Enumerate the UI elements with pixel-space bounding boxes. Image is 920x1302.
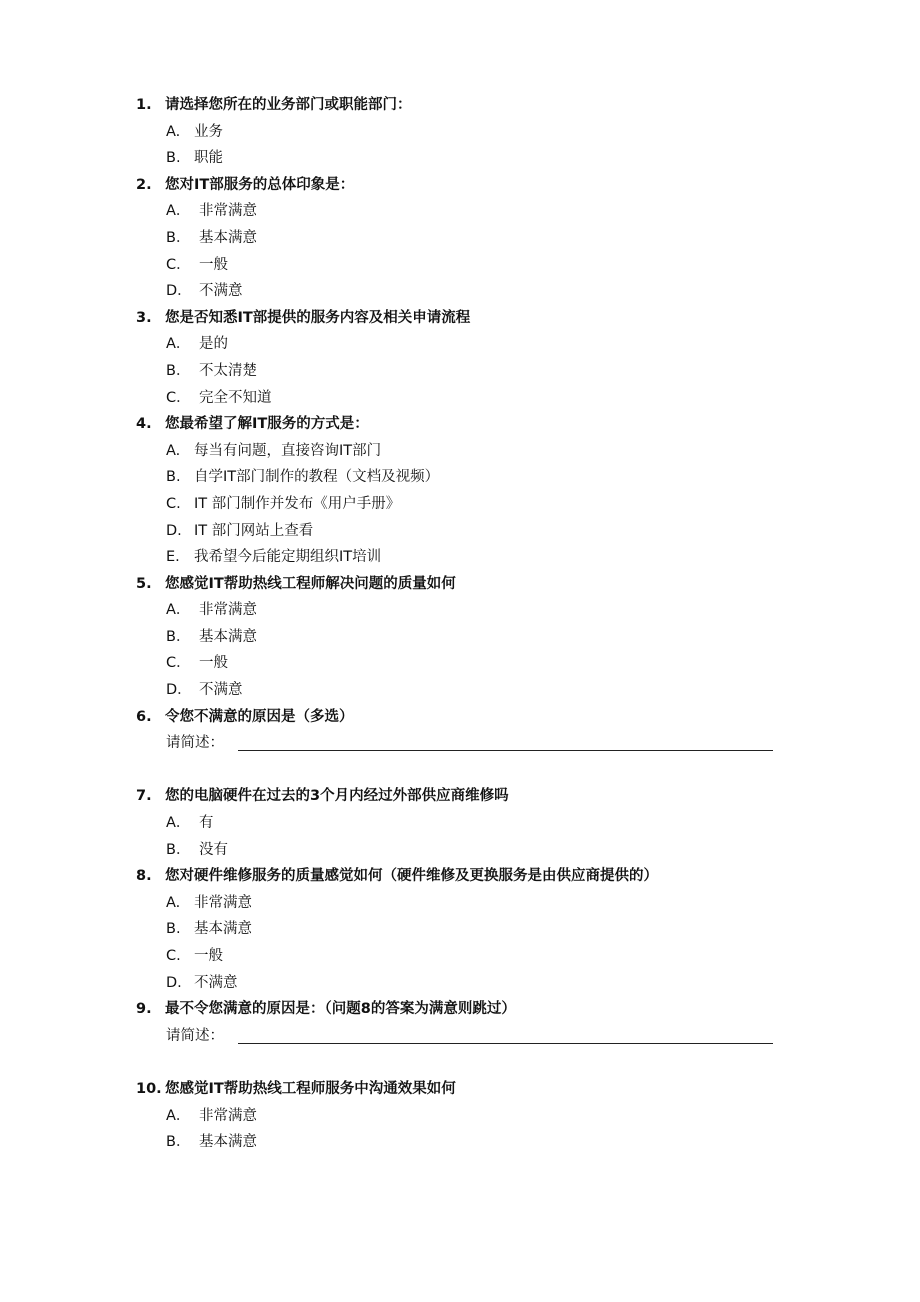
question-2	[0, 172, 920, 199]
option-text: 一般	[194, 948, 223, 964]
question-text: 您的电脑硬件在过去的3个月内经过外部供应商维修吗	[165, 788, 509, 805]
describe-answer-line[interactable]	[238, 1043, 773, 1044]
describe-row-9	[0, 1023, 920, 1050]
question-text: 您是否知悉IT部提供的服务内容及相关申请流程	[165, 309, 471, 326]
option-letter: A．	[166, 336, 191, 353]
option-3-3	[0, 385, 920, 412]
describe-label: 请简述：	[166, 1027, 224, 1044]
option-letter: A．	[166, 815, 191, 832]
question-5	[0, 571, 920, 598]
option-4-4	[0, 518, 920, 545]
option-letter: C.	[166, 495, 181, 512]
option-text: IT 部门网站上查看	[194, 522, 314, 539]
option-4-5	[0, 544, 920, 571]
survey-document	[0, 92, 920, 1156]
option-text: 基本满意	[199, 229, 257, 246]
option-5-2	[0, 624, 920, 651]
option-letter: B．	[166, 229, 191, 246]
option-letter: B．	[166, 628, 191, 645]
option-text: 没有	[199, 841, 228, 858]
option-letter: C.	[166, 948, 181, 964]
option-1-2	[0, 145, 920, 172]
option-8-4	[0, 970, 920, 997]
option-text: 不满意	[199, 682, 243, 699]
option-1-1	[0, 119, 920, 146]
option-8-1	[0, 890, 920, 917]
describe-answer-line[interactable]	[238, 750, 773, 751]
option-letter: D．	[166, 682, 192, 699]
option-3-1	[0, 331, 920, 358]
option-letter: A．	[166, 602, 191, 619]
option-letter: C．	[166, 256, 191, 273]
question-text: 请选择您所在的业务部门或职能部门：	[165, 97, 412, 113]
option-letter: B.	[166, 150, 181, 167]
option-letter: C．	[166, 389, 191, 406]
option-text: 业务	[194, 123, 223, 140]
option-text: 不满意	[199, 283, 243, 300]
option-text: 基本满意	[199, 628, 257, 645]
question-number: 5.	[136, 575, 152, 592]
question-3	[0, 305, 920, 332]
question-4	[0, 411, 920, 438]
option-text: 有	[199, 815, 214, 832]
option-letter: C．	[166, 655, 191, 672]
option-letter: B.	[166, 469, 181, 486]
question-1	[0, 92, 920, 119]
option-text: 非常满意	[199, 1107, 257, 1124]
option-letter: A．	[166, 203, 191, 220]
option-text: 非常满意	[199, 602, 257, 619]
blank-spacer	[0, 1049, 920, 1076]
option-text: 基本满意	[194, 921, 252, 938]
option-letter: A.	[166, 894, 181, 911]
blank-spacer	[0, 757, 920, 784]
question-number: 8.	[136, 868, 152, 885]
describe-row-6	[0, 730, 920, 757]
option-letter: A．	[166, 1107, 191, 1124]
question-6	[0, 704, 920, 731]
option-text: IT 部门制作并发布《用户手册》	[194, 495, 401, 512]
option-3-2	[0, 358, 920, 385]
question-number: 1.	[136, 97, 152, 113]
option-text: 不满意	[194, 974, 238, 991]
option-5-1	[0, 597, 920, 624]
option-text: 不太清楚	[199, 362, 257, 379]
option-letter: B．	[166, 362, 191, 379]
option-letter: B.	[166, 921, 181, 938]
option-letter: D.	[166, 974, 182, 991]
describe-label: 请简述：	[166, 735, 224, 752]
option-7-1	[0, 810, 920, 837]
option-text: 基本满意	[199, 1134, 257, 1151]
question-8	[0, 863, 920, 890]
question-number: 3.	[136, 309, 152, 326]
option-letter: A.	[166, 442, 181, 459]
option-text: 职能	[194, 150, 223, 167]
question-text: 令您不满意的原因是（多选）	[165, 708, 354, 725]
question-text: 您对硬件维修服务的质量感觉如何（硬件维修及更换服务是由供应商提供的）	[165, 868, 658, 885]
question-9	[0, 996, 920, 1023]
option-letter: B．	[166, 841, 191, 858]
option-4-3	[0, 491, 920, 518]
option-4-2	[0, 464, 920, 491]
option-letter: E.	[166, 549, 180, 566]
option-2-4	[0, 278, 920, 305]
option-7-2	[0, 837, 920, 864]
question-text: 您感觉IT帮助热线工程师解决问题的质量如何	[165, 575, 456, 592]
question-number: 9.	[136, 1001, 152, 1018]
option-text: 每当有问题，直接咨询IT部门	[194, 442, 382, 459]
option-2-2	[0, 225, 920, 252]
option-letter: B．	[166, 1134, 191, 1151]
question-text: 您感觉IT帮助热线工程师服务中沟通效果如何	[165, 1080, 456, 1097]
option-text: 非常满意	[199, 203, 257, 220]
option-letter: D．	[166, 283, 192, 300]
option-letter: A.	[166, 123, 181, 140]
question-number: 2.	[136, 176, 152, 193]
option-text: 非常满意	[194, 894, 252, 911]
option-5-3	[0, 650, 920, 677]
option-5-4	[0, 677, 920, 704]
option-letter: D.	[166, 522, 182, 539]
option-text: 完全不知道	[199, 389, 272, 406]
question-number: 6.	[136, 708, 152, 725]
option-2-3	[0, 252, 920, 279]
question-text: 您对IT部服务的总体印象是：	[165, 176, 355, 193]
option-text: 我希望今后能定期组织IT培训	[194, 549, 382, 566]
question-number: 7.	[136, 788, 152, 805]
option-4-1	[0, 438, 920, 465]
question-number: 10.	[136, 1080, 162, 1097]
option-2-1	[0, 198, 920, 225]
question-7	[0, 783, 920, 810]
question-number: 4.	[136, 416, 152, 433]
option-8-3	[0, 943, 920, 970]
option-text: 一般	[199, 655, 228, 672]
option-8-2	[0, 916, 920, 943]
option-text: 是的	[199, 336, 228, 353]
option-text: 一般	[199, 256, 228, 273]
question-text: 最不令您满意的原因是：（问题8的答案为满意则跳过）	[165, 1001, 516, 1018]
option-10-1	[0, 1103, 920, 1130]
option-text: 自学IT部门制作的教程（文档及视频）	[194, 469, 440, 486]
question-10	[0, 1076, 920, 1103]
option-10-2	[0, 1129, 920, 1156]
question-text: 您最希望了解IT服务的方式是：	[165, 416, 369, 433]
